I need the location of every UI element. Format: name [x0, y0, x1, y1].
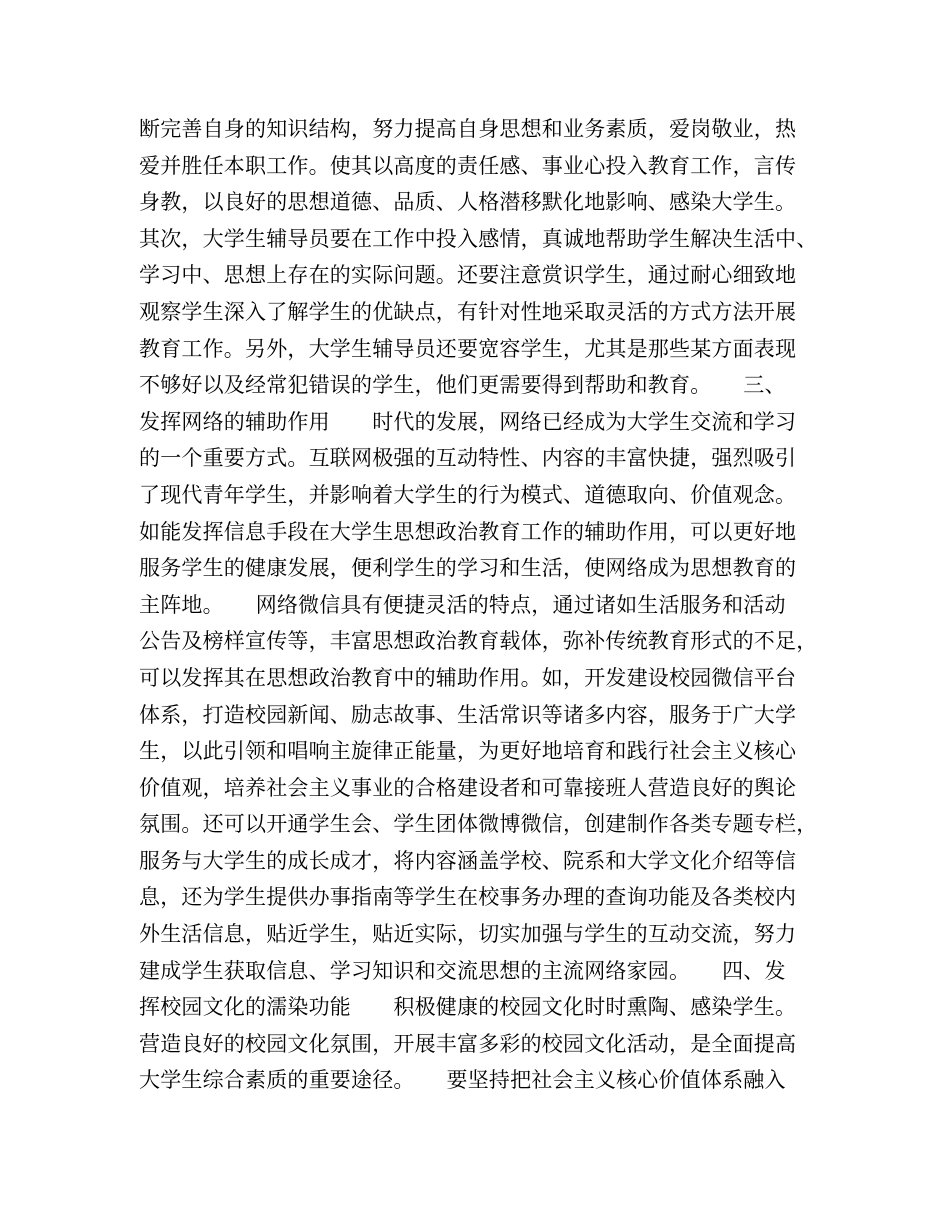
text-line: 观察学生深入了解学生的优缺点，有针对性地采取灵活的方式方法开展 — [139, 299, 797, 324]
text-line: 教育工作。另外，大学生辅导员还要宽容学生，尤其是那些某方面表现 — [139, 336, 797, 361]
text-line: 生，以此引领和唱响主旋律正能量，为更好地培育和践行社会主义核心 — [139, 739, 797, 764]
text-line: 爱并胜任本职工作。使其以高度的责任感、事业心投入教育工作，言传 — [139, 153, 797, 178]
text-line: 如能发挥信息手段在大学生思想政治教育工作的辅助作用，可以更好地 — [139, 519, 797, 544]
text-line: 服务与大学生的成长成才，将内容涵盖学校、院系和大学文化介绍等信 — [139, 848, 797, 873]
text-line: 不够好以及经常犯错误的学生，他们更需要得到帮助和教育。 三、 — [139, 373, 786, 398]
body-text — [139, 111, 829, 1099]
text-line: 发挥网络的辅助作用 时代的发展，网络已经成为大学生交流和学习 — [139, 409, 797, 434]
text-line: 服务学生的健康发展，便利学生的学习和生活，使网络成为思想教育的 — [139, 556, 797, 581]
text-line: 了现代青年学生，并影响着大学生的行为模式、道德取向、价值观念。 — [139, 482, 797, 507]
text-line: 断完善自身的知识结构，努力提高自身思想和业务素质，爱岗敬业，热 — [139, 117, 797, 141]
text-line: 息，还为学生提供办事指南等学生在校事务办理的查询功能及各类校内 — [139, 885, 797, 910]
text-line: 身教，以良好的思想道德、品质、人格潜移默化地影响、感染大学生。 — [139, 190, 797, 215]
text-line: 其次，大学生辅导员要在工作中投入感情，真诚地帮助学生解决生活中、 — [139, 226, 818, 251]
text-line: 的一个重要方式。互联网极强的互动特性、内容的丰富快捷，强烈吸引 — [139, 446, 797, 471]
text-line: 外生活信息，贴近学生，贴近实际，切实加强与学生的互动交流，努力 — [139, 922, 797, 947]
text-line: 营造良好的校园文化氛围，开展丰富多彩的校园文化活动，是全面提高 — [139, 1031, 797, 1056]
text-line: 氛围。还可以开通学生会、学生团体微博微信，创建制作各类专题专栏， — [139, 812, 818, 837]
text-line: 大学生综合素质的重要途径。 要坚持把社会主义核心价值体系融入 — [139, 1068, 786, 1093]
text-line: 可以发挥其在思想政治教育中的辅助作用。如，开发建设校园微信平台 — [139, 665, 797, 690]
text-line: 挥校园文化的濡染功能 积极健康的校园文化时时熏陶、感染学生。 — [139, 995, 797, 1020]
text-line: 学习中、思想上存在的实际问题。还要注意赏识学生，通过耐心细致地 — [139, 263, 797, 288]
text-line: 主阵地。 网络微信具有便捷灵活的特点，通过诸如生活服务和活动 — [139, 592, 786, 617]
text-line: 价值观，培养社会主义事业的合格建设者和可靠接班人营造良好的舆论 — [139, 775, 797, 800]
text-line: 公告及榜样宣传等，丰富思想政治教育载体，弥补传统教育形式的不足， — [139, 629, 818, 654]
text-line: 体系，打造校园新闻、励志故事、生活常识等诸多内容，服务于广大学 — [139, 702, 797, 727]
text-line: 建成学生获取信息、学习知识和交流思想的主流网络家园。 四、发 — [139, 958, 786, 983]
